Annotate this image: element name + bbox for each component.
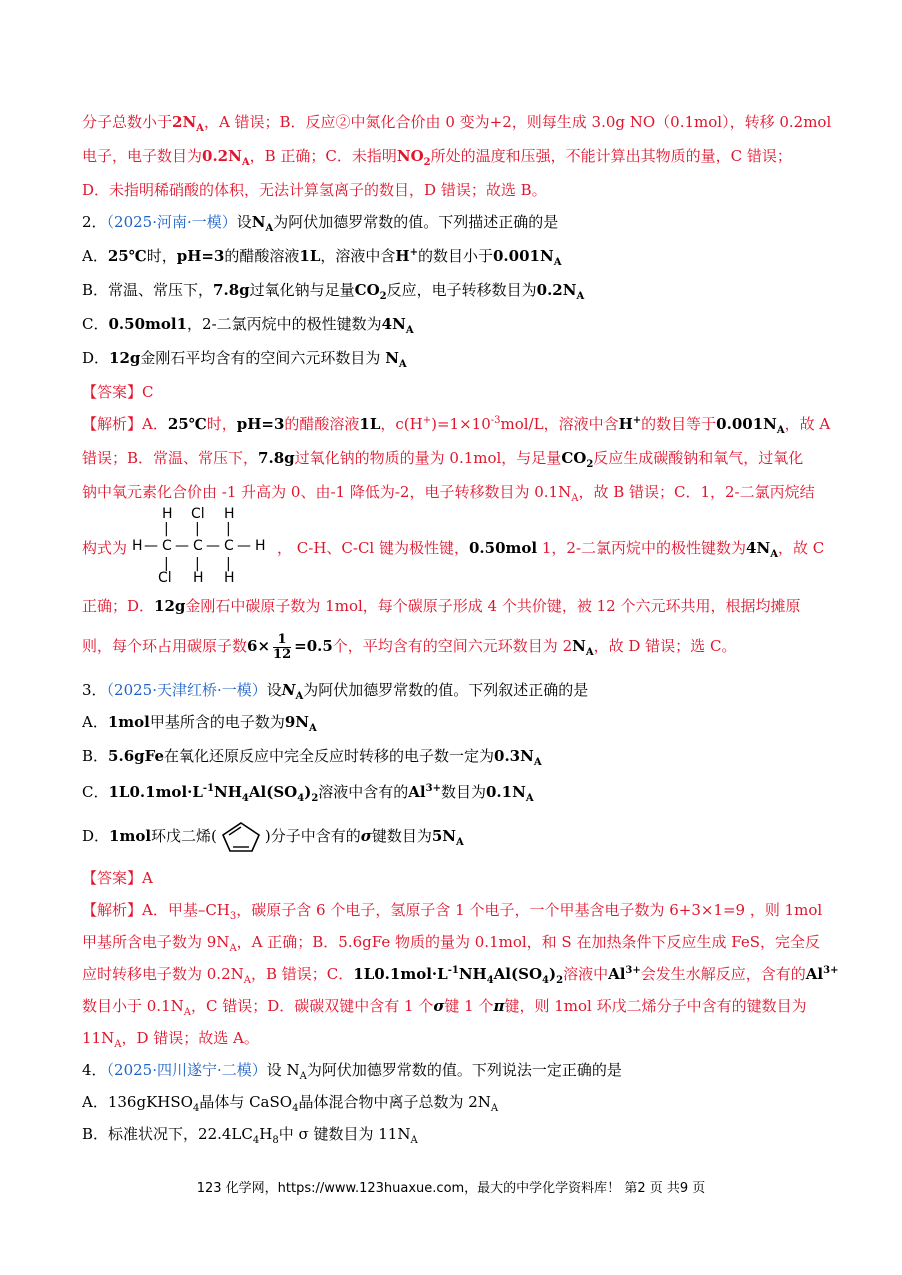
prev-explanation-line-1: 分子总数小于$2N_A$，A 错误；B．反应②中氮化合价由 0 变为+2，则每生成 3.0g NO（0.1mol），转移 0.2mol: [82, 113, 832, 134]
q3-explanation-line-3: 应时转移电子数为 $0.2N_A$，B 错误；C．$1L0.1mol\cdot L^{-1}NH_4Al(SO_4)_2$溶液中$Al^{3+}$会发生水解反应，含有的$Al^{3+}$: [82, 965, 839, 986]
q4-stem: 4．（2025·四川遂宁·二模）设 $N_A$为阿伏加德罗常数的值。下列说法一定正确的是: [82, 1061, 622, 1082]
q2-source: （2025·河南·一模）: [106, 213, 237, 231]
q3-option-c: C．$1L0.1mol\cdot L^{-1}NH_4Al(SO_4)_2$溶液中含有的$Al^{3+}$数目为$0.1N_A$: [82, 783, 534, 804]
q3-option-a: A．1mol甲基所含的电子数为$9N_A$: [82, 713, 317, 734]
q2-explanation-line-6: 则，每个环占用碳原子数6× $\frac{1}{12}$ =0.5个，平均含有的空间六元环数目为 $2N_A$，故 D 错误；选 C。: [82, 631, 737, 662]
q3-explanation-line-2: 甲基所含电子数为 $9N_A$，A 正确；B．5.6gFe 物质的量为 0.1mol，和 S 在加热条件下反应生成 FeS，完全反: [82, 933, 820, 954]
q3-source: （2025·天津红桥·一模）: [106, 681, 267, 699]
q3-option-d: D．1mol环戊二烯( )分子中含有的σ键数目为$5N_A$: [82, 816, 872, 856]
q2-option-a: A．25℃时，pH=3的醋酸溶液1L，溶液中含H+的数目小于$0.001N_A$: [82, 247, 562, 268]
q3-explanation-line-1: 【解析】A．甲基$-CH_3$，碳原子含 6 个电子，氢原子含 1 个电子，一个甲基含电子数为 6+3×1=9 ，则 1mol: [82, 901, 823, 922]
q2-explanation-line-4: 构式为 ， C-H、C-Cl 键为极性键，0.50mol 1，2-二氯丙烷中的极性键数为$4N_A$，故 C: [82, 539, 825, 560]
q3-explanation-line-5: $11N_A$，D 错误；故选 A。: [82, 1029, 259, 1050]
q2-stem: 2．（2025·河南·一模）设$N_A$为阿伏加德罗常数的值。下列描述正确的是: [82, 213, 559, 234]
q2-explanation-line-5: 正确；D．12g金刚石中碳原子数为 1mol，每个碳原子形成 4 个共价键，被 12 个六元环共用，根据均摊原: [82, 597, 801, 615]
q2-explanation-line-2: 错误；B．常温、常压下，7.8g过氧化钠的物质的量为 0.1mol，与足量$CO_2$反应生成碳酸钠和氧气，过氧化: [82, 449, 804, 470]
dichloropropane-structure: H Cl H | | | H — C — C — C — H | | | Cl H H: [132, 506, 266, 586]
q2-explanation-line-3: 钠中氧元素化合价由 -1 升高为 0、由-1 降低为-2，电子转移数目为 $0.1N_A$，故 B 错误；C．1，2-二氯丙烷结: [82, 483, 815, 504]
q4-option-b: B．标准状况下，$22.4LC_4H_8$中 σ 键数目为 $11N_A$: [82, 1125, 418, 1146]
q2-answer: 【答案】C: [82, 383, 154, 401]
q2-option-b: B．常温、常压下，7.8g过氧化钠与足量$CO_2$反应，电子转移数目为$0.2N_A$: [82, 281, 585, 302]
q4-option-a: A．136gKHSO$_4$晶体与 CaSO$_4$晶体混合物中离子总数为 $2N_A$: [82, 1093, 499, 1114]
prev-explanation-line-3: D．未指明稀硝酸的体积，无法计算氢离子的数目，D 错误；故选 B。: [82, 181, 547, 199]
q2-option-c: C．0.50mol1，2-二氯丙烷中的极性键数为$4N_A$: [82, 315, 414, 336]
q3-answer: 【答案】A: [82, 869, 153, 887]
q2-explanation-line-1: 【解析】A．25℃时，pH=3的醋酸溶液1L，$c(H^+)=1\times 10^{-3}mol/L$，溶液中含H+的数目等于$0.001N_A$，故 A: [82, 415, 831, 436]
q2-option-d: D．12g金刚石平均含有的空间六元环数目为 $N_A$: [82, 349, 407, 370]
cyclopentadiene-structure: [219, 820, 263, 854]
q4-source: （2025·四川遂宁·二模）: [106, 1061, 267, 1079]
page-footer: 123 化学网，https://www.123huaxue.com，最大的中学化学资料库！ 第2 页 共9 页: [196, 1181, 706, 1196]
fraction: $\frac{1}{12}$: [273, 631, 292, 662]
prev-explanation-line-2: 电子，电子数目为$0.2N_A$，B 正确；C．未指明$NO_2$所处的温度和压强，不能计算出其物质的量，C 错误；: [82, 147, 792, 168]
q3-option-b: B．5.6gFe在氧化还原反应中完全反应时转移的电子数一定为$0.3N_A$: [82, 747, 542, 768]
q3-stem: 3．（2025·天津红桥·一模）设$N_A$为阿伏加德罗常数的值。下列叙述正确的是: [82, 681, 589, 702]
q3-explanation-line-4: 数目小于 $0.1N_A$，C 错误；D．碳碳双键中含有 1 个σ键 1 个π键，则 1mol 环戊二烯分子中含有的键数目为: [82, 997, 807, 1018]
